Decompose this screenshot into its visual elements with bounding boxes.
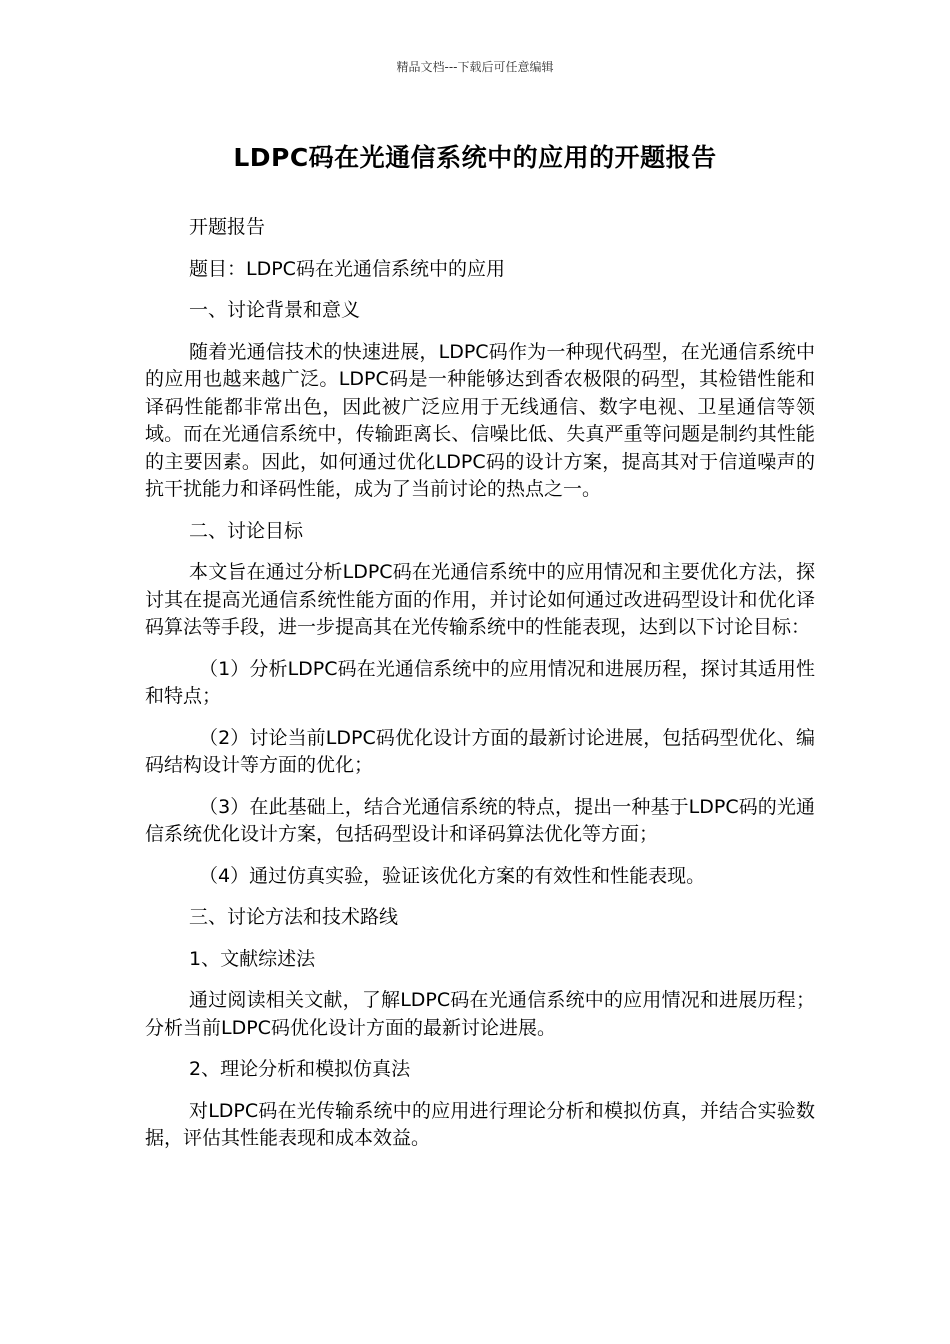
section-heading-methods: 三、讨论方法和技术路线	[189, 906, 399, 928]
goal-item-2: （2）讨论当前LDPC码优化设计方面的最新讨论进展，包括码型优化、编码结构设计等方面的优化；	[145, 726, 815, 776]
paragraph-method-1: 通过阅读相关文献，了解LDPC码在光通信系统中的应用情况和进展历程；分析当前LDPC码优化设计方面的最新讨论进展。	[145, 989, 815, 1039]
paragraph-goals: 本文旨在通过分析LDPC码在光通信系统中的应用情况和主要优化方法，探讨其在提高光通信系统性能方面的作用，并讨论如何通过改进码型设计和优化译码算法等手段，进一步提高其在光传输系统中的性能表现，达到以下讨论目标：	[145, 561, 815, 638]
goal-item-1: （1）分析LDPC码在光通信系统中的应用情况和进展历程，探讨其适用性和特点；	[145, 657, 815, 707]
paragraph-background: 随着光通信技术的快速进展，LDPC码作为一种现代码型，在光通信系统中的应用也越来越广泛。LDPC码是一种能够达到香农极限的码型，其检错性能和译码性能都非常出色，因此被广泛应用于无线通信、数字电视、卫星通信等领域。而在光通信系统中，传输距离长、信噪比低、失真严重等问题是制约其性能的主要因素。因此，如何通过优化LDPC码的设计方案，提高其对于信道噪声的抗干扰能力和译码性能，成为了当前讨论的热点之一。	[145, 340, 815, 500]
method-heading-2: 2、理论分析和模拟仿真法	[189, 1058, 411, 1080]
goal-item-3: （3）在此基础上，结合光通信系统的特点，提出一种基于LDPC码的光通信系统优化设计方案，包括码型设计和译码算法优化等方面；	[145, 795, 815, 845]
heading-report: 开题报告	[189, 216, 266, 238]
goal-item-4: （4）通过仿真实验，验证该优化方案的有效性和性能表现。	[199, 864, 706, 887]
header-note: 精品文档---下载后可任意编辑	[396, 60, 554, 74]
document-title: LDPC码在光通信系统中的应用的开题报告	[233, 143, 717, 172]
section-heading-goals: 二、讨论目标	[189, 519, 304, 542]
paragraph-method-2: 对LDPC码在光传输系统中的应用进行理论分析和模拟仿真，并结合实验数据，评估其性能表现和成本效益。	[145, 1099, 815, 1149]
topic-line: 题目：LDPC码在光通信系统中的应用	[189, 257, 505, 280]
document-body	[145, 214, 815, 1167]
section-heading-background: 一、讨论背景和意义	[189, 299, 361, 321]
method-heading-1: 1、文献综述法	[189, 947, 316, 970]
